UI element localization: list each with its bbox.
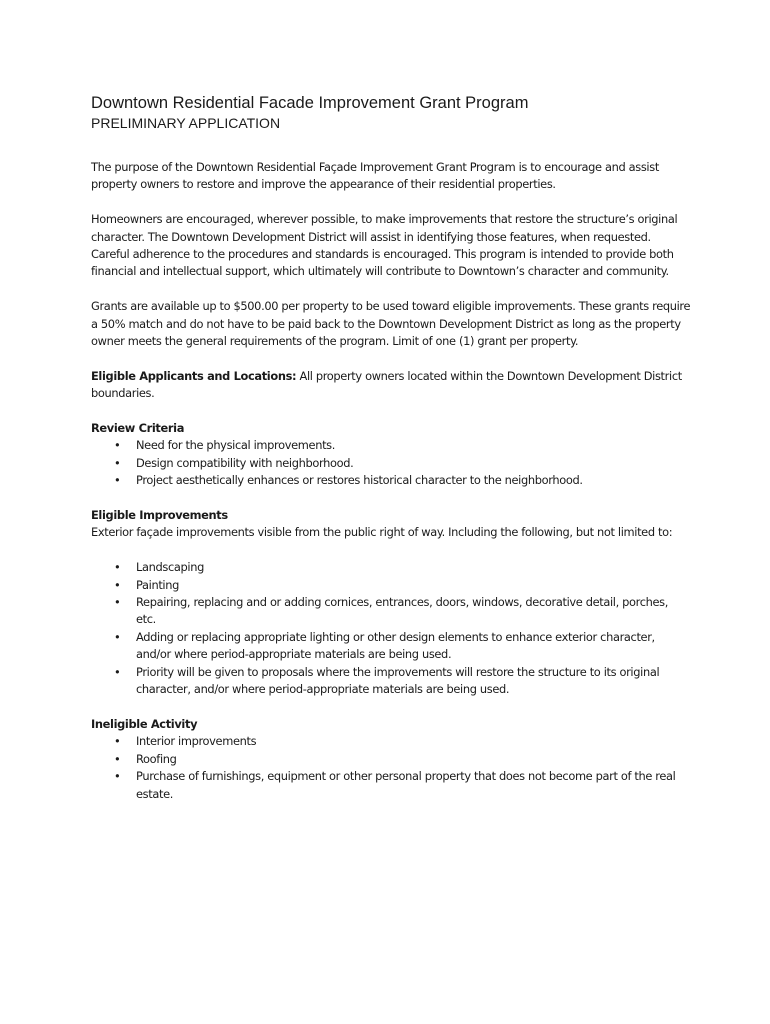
eligible-applicants-text: All property owners located within the Downtown Development District boundaries. xyxy=(91,368,682,401)
eligible-applicants-paragraph xyxy=(91,368,691,403)
document-subtitle: PRELIMINARY APPLICATION xyxy=(91,115,281,131)
list-item: • Purchase of furnishings, equipment or other personal property that does not become part of the real estate. xyxy=(91,768,691,803)
review-criteria-heading: Review Criteria xyxy=(91,421,185,436)
eligible-improvements-list xyxy=(91,559,691,698)
list-item: • Adding or replacing appropriate lighting or other design elements to enhance exterior character, and/or where period-appropriate materials are being used. xyxy=(91,629,691,664)
eligible-improvements-heading: Eligible Improvements xyxy=(91,508,228,523)
list-item: • Interior improvements xyxy=(91,733,691,750)
homeowners-paragraph: Homeowners are encouraged, wherever possible, to make improvements that restore the structure’s original character. The Downtown Development District will assist in identifying those features, when requested. Careful adherence to the procedures and standards is encouraged. This program is intended to provide both financial and intellectual support, which ultimately will contribute to Downtown’s character and community. xyxy=(91,212,678,279)
list-item: • Project aesthetically enhances or restores historical character to the neighborhood. xyxy=(91,472,691,489)
list-item: • Design compatibility with neighborhood. xyxy=(91,455,691,472)
list-item: • Painting xyxy=(91,577,691,594)
eligible-applicants-heading: Eligible Applicants and Locations: xyxy=(91,368,297,383)
ineligible-activity-heading: Ineligible Activity xyxy=(91,716,198,731)
list-item: • Need for the physical improvements. xyxy=(91,437,691,454)
ineligible-activity-list xyxy=(91,733,691,803)
document-content xyxy=(91,92,691,820)
list-item: • Priority will be given to proposals where the improvements will restore the structure to its original character, and/or where period-appropriate materials are being used. xyxy=(91,664,691,699)
eligible-improvements-intro: Exterior façade improvements visible from the public right of way. Including the following, but not limited to: xyxy=(91,525,673,540)
list-item: • Landscaping xyxy=(91,559,691,576)
grants-paragraph: Grants are available up to $500.00 per property to be used toward eligible improvements. These grants require a 50% match and do not have to be paid back to the Downtown Development District as long as the property owner meets the general requirements of the program. Limit of one (1) grant per property. xyxy=(91,299,691,349)
document-title: Downtown Residential Facade Improvement Grant Program xyxy=(91,94,529,112)
purpose-paragraph: The purpose of the Downtown Residential Façade Improvement Grant Program is to encourage and assist property owners to restore and improve the appearance of their residential properties. xyxy=(91,160,659,192)
list-item: • Roofing xyxy=(91,751,691,768)
list-item: • Repairing, replacing and or adding cornices, entrances, doors, windows, decorative detail, porches, etc. xyxy=(91,594,691,629)
review-criteria-list xyxy=(91,437,691,489)
